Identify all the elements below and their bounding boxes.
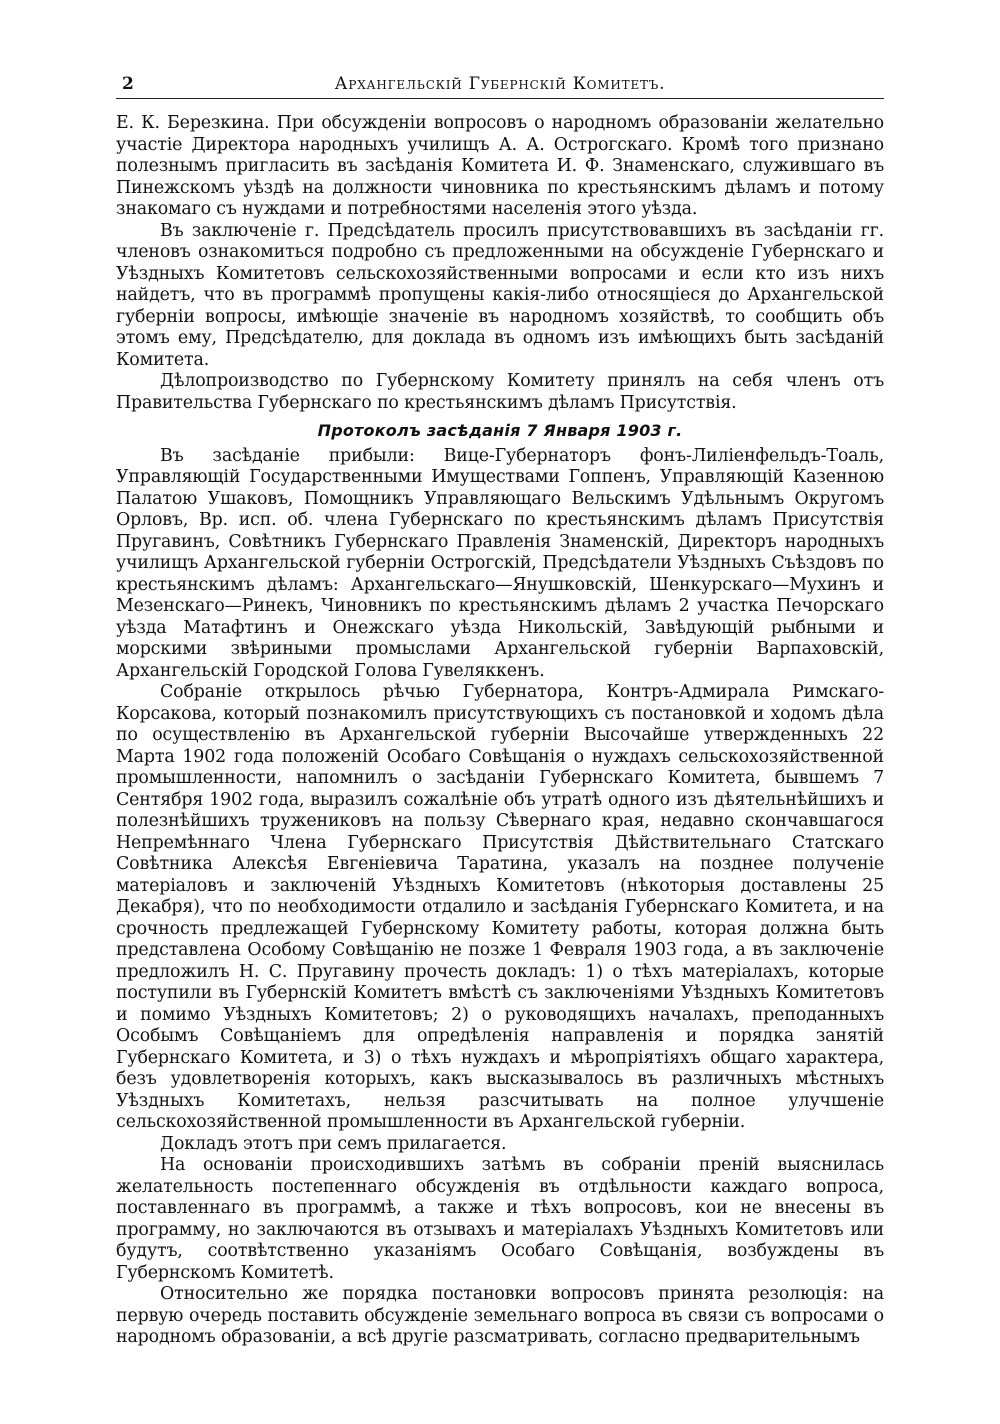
- document-page: [116, 72, 884, 1349]
- body-text: [116, 113, 884, 1349]
- paragraph: Дѣлопроизводство по Губернскому Комитету принялъ на себя членъ отъ Правительства Губернскаго по крестьянскимъ дѣламъ Присутствія.: [116, 371, 884, 413]
- section-heading: Протоколъ засѣданія 7 Января 1903 г.: [317, 421, 683, 440]
- running-title: Архангельскій Губернскій Комитетъ.: [334, 74, 666, 94]
- running-head: [116, 72, 884, 98]
- paragraph: На основаніи происходившихъ затѣмъ въ собраніи преній выяснилась желательность постепеннаго обсужденія въ отдѣльности каждаго вопроса, поставленнаго въ программѣ, а также и тѣхъ вопросовъ, кои не внесены въ программу, но заключаются въ отзывахъ и матеріалахъ Уѣздныхъ Комитетовъ или будутъ, соотвѣтственно указаніямъ Особаго Совѣщанія, возбуждены въ Губернскомъ Комитетѣ.: [116, 1155, 884, 1283]
- paragraph: Относительно же порядка постановки вопросовъ принята резолюція: на первую очередь поставить обсужденіе земельнаго вопроса въ связи съ вопросами о народномъ образованіи, а всѣ другіе разсматривать, согласно предварительнымъ: [116, 1284, 884, 1347]
- page-number: 2: [122, 74, 135, 94]
- paragraph: Е. К. Березкина. При обсужденіи вопросовъ о народномъ образованіи желательно участіе Директора народныхъ училищъ А. А. Острогскаго. Кромѣ того признано полезнымъ пригласить въ засѣданія Комитета И. Ф. Знаменскаго, служившаго въ Пинежскомъ уѣздѣ на должности чиновника по крестьянскимъ дѣламъ и потому знакомаго съ нуждами и потребностями населенія этого уѣзда.: [116, 113, 884, 219]
- paragraph: Въ засѣданіе прибыли: Вице-Губернаторъ фонъ-Лиліенфельдъ-Тоаль, Управляющій Государственными Имуществами Гоппенъ, Управляющій Казенною Палатою Ушаковъ, Помощникъ Управляющаго Вельскимъ Удѣльнымъ Округомъ Орловъ, Вр. исп. об. члена Губернскаго по крестьянскимъ дѣламъ Присутствія Пругавинъ, Совѣтникъ Губернскаго Правленія Знаменскій, Директоръ народныхъ училищъ Архангельской губерніи Острогскій, Предсѣдатели Уѣздныхъ Съѣздовъ по крестьянскимъ дѣламъ: Архангельскаго—Янушковскій, Шенкурскаго—Мухинъ и Мезенскаго—Ринекъ, Чиновникъ по крестьянскимъ дѣламъ 2 участка Печорскаго уѣзда Матафтинъ и Онежскаго уѣзда Никольскій, Завѣдующій рыбными и морскими звѣриными промыслами Архангельской губерніи Варпаховскій, Архангельскій Городской Голова Гувеляккенъ.: [116, 445, 884, 681]
- header-rule: [116, 98, 884, 99]
- paragraph: Собраніе открылось рѣчью Губернатора, Контръ-Адмирала Римскаго-Корсакова, который познакомилъ присутствующихъ съ постановкой и ходомъ дѣла по осуществленію въ Архангельской губерніи Высочайше утвержденныхъ 22 Марта 1902 года положеній Особаго Совѣщанія о нуждахъ сельскохозяйственной промышленности, напомнилъ о засѣданіи Губернскаго Комитета, бывшемъ 7 Сентября 1902 года, выразилъ сожалѣніе объ утратѣ одного изъ дѣятельнѣйшихъ и полезнѣйшихъ тружениковъ на пользу Сѣвернаго края, недавно скончавшагося Непремѣннаго Члена Губернскаго Присутствія Дѣйствительнаго Статскаго Совѣтника Алексѣя Евгеніевича Таратина, указалъ на позднее полученіе матеріаловъ и заключеній Уѣздныхъ Комитетовъ (нѣкоторыя доставлены 25 Декабря), что по необходимости отдалило и засѣданія Губернскаго Комитета, и на срочность предлежащей Губернскому Комитету работы, которая должна быть представлена Особому Совѣщанію не позже 1 Февраля 1903 года, а въ заключеніе предложилъ Н. С. Пругавину прочесть докладъ: 1) о тѣхъ матеріалахъ, которые поступили въ Губернскій Комитетъ вмѣстѣ съ заключеніями Уѣздныхъ Комитетовъ и помимо Уѣздныхъ Комитетовъ; 2) о руководящихъ началахъ, преподанныхъ Особымъ Совѣщаніемъ для опредѣленія направленія и порядка занятій Губернскаго Комитета, и 3) о тѣхъ нуждахъ и мѣропріятіяхъ общаго характера, безъ удовлетворенія которыхъ, какъ высказывалось въ различныхъ мѣстныхъ Уѣздныхъ Комитетахъ, нельзя разсчитывать на полное улучшеніе сельскохозяйственной промышленности въ Архангельской губерніи.: [116, 682, 884, 1132]
- paragraph: Въ заключеніе г. Предсѣдатель просилъ присутствовавшихъ въ засѣданіи гг. членовъ ознакомиться подробно съ предложенными на обсужденіе Губернскаго и Уѣздныхъ Комитетовъ сельскохозяйственными вопросами и если кто изъ нихъ найдетъ, что въ программѣ пропущены какія-либо относящіеся до Архангельской губерніи вопросы, имѣющіе значеніе въ народномъ хозяйствѣ, то сообщить объ этомъ ему, Предсѣдателю, для доклада въ одномъ изъ имѣющихъ быть засѣданій Комитета.: [116, 220, 884, 370]
- paragraph: Докладъ этотъ при семъ прилагается.: [160, 1133, 507, 1154]
